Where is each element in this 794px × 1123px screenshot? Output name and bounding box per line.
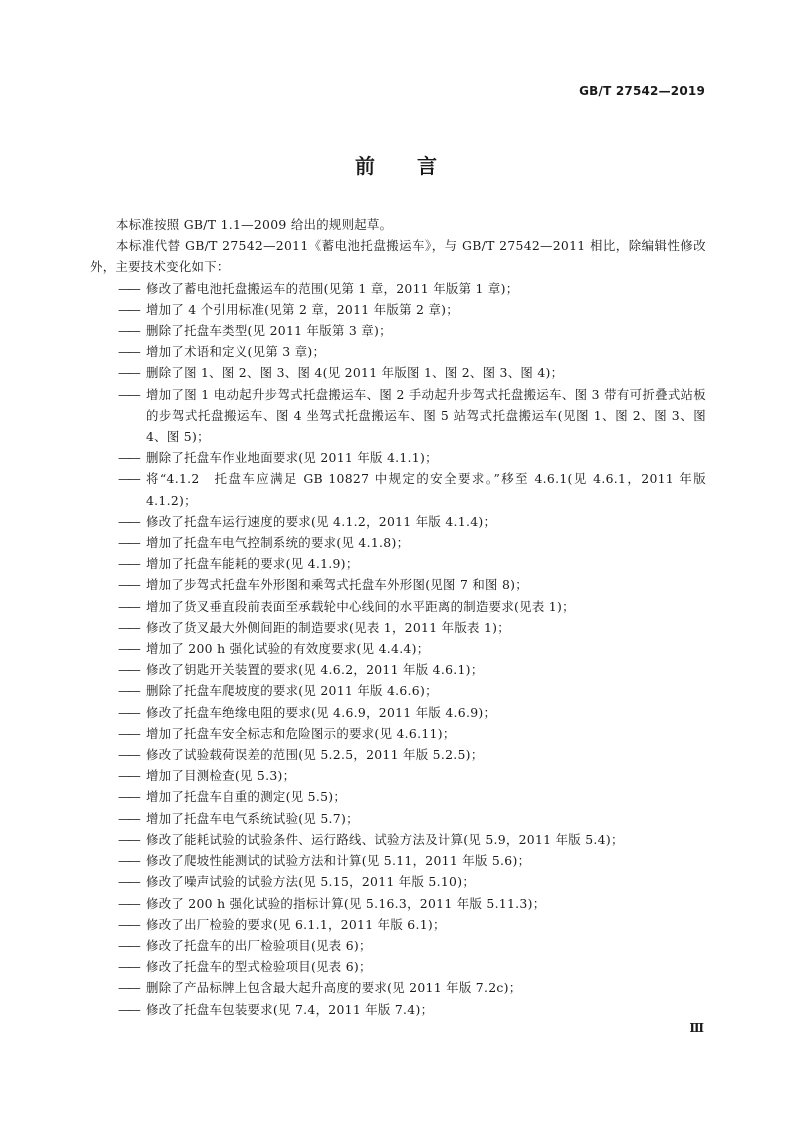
change-list-item — [90, 850, 706, 871]
list-dash: —— — [118, 768, 139, 784]
change-list-item-text: 修改了噪声试验的试验方法(见 5.15，2011 年版 5.10)； — [146, 874, 476, 890]
list-dash: —— — [118, 810, 139, 826]
document-body — [90, 214, 706, 1020]
document-code: GB/T 27542—2019 — [579, 84, 705, 98]
list-dash: —— — [118, 853, 139, 869]
list-dash: —— — [118, 344, 139, 360]
change-list-item-text: 修改了钥匙开关装置的要求(见 4.6.2，2011 年版 4.6.1)； — [146, 662, 484, 678]
change-list-item — [90, 702, 706, 723]
change-list-item-text: 增加了货叉垂直段前表面至承载轮中心线间的水平距离的制造要求(见表 1)； — [146, 598, 575, 614]
page-title-left: 前 — [355, 154, 377, 178]
list-dash: —— — [118, 937, 139, 953]
change-list-item-text: 增加了术语和定义(见第 3 章)； — [146, 344, 326, 360]
change-list-item — [90, 680, 706, 701]
change-list-item-text: 修改了 200 h 强化试验的指标计算(见 5.16.3，2011 年版 5.11.3)； — [146, 895, 546, 911]
list-dash: —— — [118, 280, 139, 296]
list-dash: —— — [118, 641, 139, 657]
change-list-item — [90, 808, 706, 829]
list-dash: —— — [118, 513, 139, 529]
change-list-item — [90, 659, 706, 680]
change-list-item-text: 增加了 4 个引用标准(见第 2 章，2011 年版第 2 章)； — [146, 301, 459, 317]
change-list-item — [90, 320, 706, 341]
list-dash: —— — [118, 450, 139, 466]
change-list-item-text: 修改了爬坡性能测试的试验方法和计算(见 5.11，2011 年版 5.6)； — [146, 853, 531, 869]
change-list-item-text: 删除了产品标牌上包含最大起升高度的要求(见 2011 年版 7.2c)； — [146, 980, 522, 996]
change-list-item — [90, 893, 706, 914]
change-list-item — [90, 638, 706, 659]
list-dash: —— — [118, 1001, 139, 1017]
change-list-item — [90, 362, 706, 383]
page-number: Ⅲ — [689, 1021, 704, 1035]
list-dash: —— — [118, 895, 139, 911]
change-list-item-text: 修改了托盘车的出厂检验项目(见表 6)； — [146, 937, 372, 953]
replacement-paragraph: 本标准代替 GB/T 27542—2011《蓄电池托盘搬运车》，与 GB/T 27542—2011 相比，除编辑性修改外，主要技术变化如下： — [90, 238, 706, 275]
change-list-item-text: 增加了目测检查(见 5.3)； — [146, 768, 296, 784]
change-list-item — [90, 765, 706, 786]
change-list-item-text: 删除了托盘车类型(见 2011 年版第 3 章)； — [146, 323, 392, 339]
list-dash: —— — [118, 365, 139, 381]
list-dash: —— — [118, 471, 139, 487]
change-list-item-text: 增加了托盘车电气控制系统的要求(见 4.1.8)； — [146, 535, 410, 551]
change-list-item — [90, 278, 706, 299]
change-list-item-text: 修改了托盘车包装要求(见 7.4，2011 年版 7.4)； — [146, 1001, 434, 1017]
page-title — [0, 150, 794, 179]
list-dash: —— — [118, 386, 139, 402]
change-list — [90, 278, 706, 1020]
change-list-item — [90, 596, 706, 617]
change-list-item-text: 增加了托盘车安全标志和危险图示的要求(见 4.6.11)； — [146, 725, 456, 741]
change-list-item-text: 增加了步驾式托盘车外形图和乘驾式托盘车外形图(见图 7 和图 8)； — [146, 577, 528, 593]
list-dash: —— — [118, 959, 139, 975]
change-list-item — [90, 617, 706, 638]
change-list-item-text: 修改了托盘车的型式检验项目(见表 6)； — [146, 959, 372, 975]
change-list-item-text: 删除了托盘车爬坡度的要求(见 2011 年版 4.6.6)； — [146, 683, 438, 699]
list-dash: —— — [118, 301, 139, 317]
change-list-item-text: 修改了能耗试验的试验条件、运行路线、试验方法及计算(见 5.9，2011 年版 5.4)； — [146, 831, 624, 847]
change-list-item — [90, 829, 706, 850]
list-dash: —— — [118, 789, 139, 805]
change-list-item — [90, 871, 706, 892]
change-list-item — [90, 384, 706, 448]
change-list-item-text: 修改了出厂检验的要求(见 6.1.1，2011 年版 6.1)； — [146, 916, 446, 932]
list-dash: —— — [118, 556, 139, 572]
change-list-item — [90, 532, 706, 553]
list-dash: —— — [118, 598, 139, 614]
change-list-item — [90, 999, 706, 1020]
change-list-item — [90, 341, 706, 362]
change-list-item-text: 增加了托盘车电气系统试验(见 5.7)； — [146, 810, 359, 826]
list-dash: —— — [118, 619, 139, 635]
change-list-item — [90, 935, 706, 956]
list-dash: —— — [118, 683, 139, 699]
list-dash: —— — [118, 831, 139, 847]
change-list-item-text: 增加了托盘车自重的测定(见 5.5)； — [146, 789, 347, 805]
change-list-item — [90, 977, 706, 998]
change-list-item — [90, 956, 706, 977]
change-list-item — [90, 723, 706, 744]
change-list-item-text: 删除了托盘车作业地面要求(见 2011 年版 4.1.1)； — [146, 450, 438, 466]
change-list-item — [90, 511, 706, 532]
page-title-right: 言 — [417, 154, 439, 178]
list-dash: —— — [118, 662, 139, 678]
change-list-item — [90, 786, 706, 807]
change-list-item-text: 修改了托盘车绝缘电阻的要求(见 4.6.9，2011 年版 4.6.9)； — [146, 704, 497, 720]
list-dash: —— — [118, 916, 139, 932]
change-list-item — [90, 914, 706, 935]
change-list-item — [90, 447, 706, 468]
change-list-item — [90, 744, 706, 765]
intro-paragraph: 本标准按照 GB/T 1.1—2009 给出的规则起草。 — [116, 217, 393, 232]
change-list-item-text: 修改了货叉最大外侧间距的制造要求(见表 1，2011 年版表 1)； — [146, 619, 510, 635]
change-list-item — [90, 299, 706, 320]
list-dash: —— — [118, 704, 139, 720]
list-dash: —— — [118, 323, 139, 339]
change-list-item-text: 将“4.1.2 托盘车应满足 GB 10827 中规定的安全要求。”移至 4.6.1(见 4.6.1，2011 年版 4.1.2)； — [146, 471, 706, 508]
change-list-item — [90, 468, 706, 510]
list-dash: —— — [118, 747, 139, 763]
list-dash: —— — [118, 980, 139, 996]
change-list-item-text: 增加了托盘车能耗的要求(见 4.1.9)； — [146, 556, 359, 572]
change-list-item-text: 修改了蓄电池托盘搬运车的范围(见第 1 章，2011 年版第 1 章)； — [146, 280, 519, 296]
change-list-item — [90, 553, 706, 574]
change-list-item-text: 修改了试验载荷误差的范围(见 5.2.5，2011 年版 5.2.5)； — [146, 747, 484, 763]
change-list-item-text: 修改了托盘车运行速度的要求(见 4.1.2，2011 年版 4.1.4)； — [146, 513, 497, 529]
list-dash: —— — [118, 535, 139, 551]
change-list-item-text: 增加了图 1 电动起升步驾式托盘搬运车、图 2 手动起升步驾式托盘搬运车、图 3 带有可折叠式站板的步驾式托盘搬运车、图 4 坐驾式托盘搬运车、图 5 站驾式托盘搬运车(见图 1、图 2、图 3、图 4、图 5)； — [146, 386, 706, 445]
list-dash: —— — [118, 577, 139, 593]
change-list-item-text: 增加了 200 h 强化试验的有效度要求(见 4.4.4)； — [146, 641, 430, 657]
change-list-item-text: 删除了图 1、图 2、图 3、图 4(见 2011 年版图 1、图 2、图 3、图 4)； — [146, 365, 564, 381]
list-dash: —— — [118, 725, 139, 741]
change-list-item — [90, 574, 706, 595]
list-dash: —— — [118, 874, 139, 890]
